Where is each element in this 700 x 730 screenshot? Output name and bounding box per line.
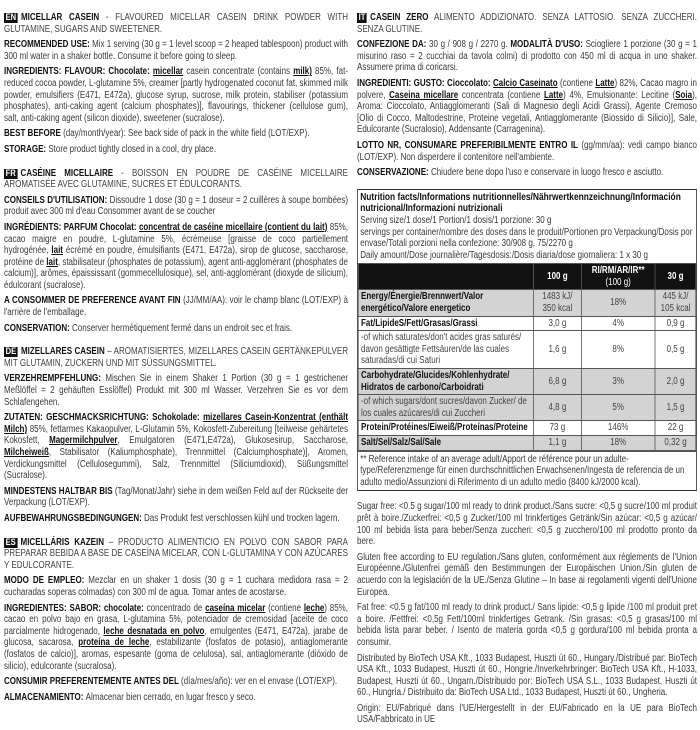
text-run: VERZEHREMPFEHLUNG: (4, 373, 106, 385)
header-blank (358, 264, 534, 290)
language-code-badge: FR (5, 167, 16, 179)
section-paragraph (4, 373, 348, 408)
value-reference-intake: 146% (581, 421, 655, 436)
section-paragraph (4, 692, 348, 704)
section-paragraph (4, 575, 348, 598)
value-reference-intake: 18% (581, 436, 655, 451)
text-run: , Emulgatoren (E471,E472a), Glukosesirup, Saccharose, (117, 435, 348, 447)
value-per-30g: 1,5 g (655, 395, 696, 421)
nutrient-label: -of which saturates/don't acides gras saturés/ davon gesättigte Fettsäuren/de las cuales saturadas/di cui Saturi (358, 331, 534, 369)
text-run: Almacenar bien cerrado, en lugar fresco y seco. (85, 691, 256, 703)
text-run: CONSUMIR PREFERENTEMENTE ANTES DEL (4, 676, 179, 688)
text-run: Dissoudre 1 dose (30 g = 1 doseur = 2 cuillères à soupe bombées) produit avec 300 ml d'eau Consommer avant de se coucher (4, 194, 349, 218)
text-run: concentrata (contiene (458, 89, 544, 101)
text-run: CASÉINE MICELLAIRE (20, 167, 114, 179)
nutrient-label: Energy/Énergie/Brennwert/Valor energético/Valore energetico (358, 290, 534, 316)
text-run: (day/month/year): See back side of pack in the white field (LOT/EXP). (60, 128, 310, 140)
text-run: écrémé en poudre, émulsifiants (E471, E472a), sirop de glucose, saccharose, protéine de (4, 245, 348, 268)
text-run: Chiudere bene dopo l'uso e conservare in luogo fresco e asciutto. (430, 167, 664, 179)
text-run: concentrat de caséine micellaire (contient du lait) (138, 221, 328, 233)
section-paragraph (4, 39, 348, 62)
nutrition-header-row (358, 264, 696, 290)
nutrition-row (358, 421, 696, 436)
text-run: (gg/mm/aa): vedi campo bianco (LOT/EXP). Non disperdere il contenitore nell'ambiente. (357, 139, 697, 163)
value-per-30g: 0,9 g (655, 316, 696, 331)
text-run: ZUTATEN: GESCHMACKSRICHTUNG: Schokolade: (4, 412, 204, 424)
section-heading (4, 346, 348, 369)
section-paragraph (4, 222, 348, 292)
header-ri-label: RI/RM/AR/IR** (591, 265, 645, 277)
language-code-badge: IT (358, 12, 366, 23)
value-reference-intake: 5% (581, 395, 655, 421)
claim-paragraph: Distributed by BioTech USA Kft., 1033 Budapest, Huszti út 60., Hungary./Distribué par: BioTech USA Kft., 1033 Budapest, Huszti út 60., Hongrie./Inverkehrbringer: BioTech USA Kft., H-1033, Budapest, Huszti út 60., Ungarn./Distribuido por: BioTech USA S.L., 1033 Budapest, Huszti út 60., Hungría./ Distribuito da: BioTech USA Ltd., 1033 Budapest, Huszti út 60., Ungheria. (357, 652, 697, 699)
header-per-100g: 100 g (534, 264, 581, 290)
claim-paragraph: Origin: EU/Fabriqué dans l'UE/Hergestellt in der EU/Fabricado en la UE para BioTech USA/Fabbricato in UE (357, 702, 697, 726)
section-paragraph (357, 167, 697, 179)
value-per-100g: 1483 kJ/ 350 kcal (534, 290, 581, 316)
nutrition-footnote: ** Reference intake of an average adult/Apport de référence pour un adulte-type/Referenzmenge für einen durchschnittlichen Erwachsenen/Ingesta de referencia de un adulto medio/Assunzioni di Riferimento di un adulto medio (8400 kJ/2000 kcal). (358, 451, 696, 491)
nutrient-label: Fat/LipideS/Fett/Grasas/Grassi (358, 316, 534, 331)
text-run: Latte (595, 77, 615, 89)
nutrition-facts-box (357, 189, 697, 492)
language-code-badge: ES (5, 536, 16, 548)
text-run: CASEIN ZERO (370, 12, 429, 23)
claim-paragraph: Fat free: <0.5 g fat/100 ml ready to drink product./ Sans lipide: <0,5 g lipide /100 ml produit pret a boire. /Fettfrei: <0,5g Fett/100ml trinkfertiges Getrank. /Sin grasas: <0,5 g grasas/100 ml bebida lista parar beber. / Isento de materia gorda <0,5 g gordura/100 ml bebida pronta a consumir. (357, 602, 697, 648)
text-run: ) 85%, cacao en polvo bajo en grasa, L-glutamina 5%, potenciador de cremosidad [aceite de coco parcialmente hidrogenado, (4, 602, 348, 637)
value-per-100g: 73 g (534, 421, 581, 436)
text-run: caseína micelar (205, 602, 266, 614)
language-code-badge: DE (5, 346, 17, 358)
text-run: leche (303, 602, 325, 614)
text-run: Caseina micellare (389, 89, 459, 101)
section-paragraph (4, 128, 348, 140)
text-run: STORAGE: (4, 143, 49, 155)
text-run: concentrado de (146, 602, 206, 614)
section-paragraph (4, 676, 348, 688)
text-run: INGRÉDIENTS: PARFUM Chocolat: (4, 221, 139, 233)
value-per-30g: 2,0 g (655, 369, 696, 395)
text-run: milk) (293, 66, 312, 78)
text-run: , Stabilisator (Kaliumphosphate), Trennmittel (Calciumphosphate)], Aromen, Verdickungsmittel (Cellulosegummi), Salz, Trennmittel (Siliciumdioxid), Süßungsmittel (Sucralose). (4, 447, 349, 482)
text-run: (JJ/MM/AA): voir le champ blanc (LOT/EXP) à l'arrière de l'emballage. (4, 295, 349, 319)
text-run: 85%, cacao maigre en poudre, L-glutamine 5%, écrémeuse [graisse de coco partiellement hydrogénée, (4, 221, 348, 257)
text-run: Store product tightly closed in a cool, dry place. (48, 143, 216, 155)
section-heading (4, 168, 348, 191)
value-reference-intake: 4% (581, 316, 655, 331)
text-run: INGREDIENTES: SABOR: chocolate: (4, 602, 147, 614)
section-paragraph (4, 295, 348, 318)
text-run: mizellares Casein-Konzentrat (enthält Milch) (4, 412, 348, 435)
nutrition-row (358, 331, 696, 369)
text-run: 85%, fat-reduced cocoa powder, L-glutamine 5%, creamer [partly hydrogenated coconut fat, skimmed milk powder, emulsifiers (E471, E472a), glucose syrup, sucrose, milk protein, stabiliser (potassium phosphates), anti-caking agent (calcium phosphates)], flavourings, thickener (cellulose gum), salt, anti-caking agent (silicon dioxide), sweetener (sucralose). (4, 66, 348, 124)
text-run: BEST BEFORE (4, 128, 61, 140)
value-reference-intake: 18% (581, 290, 655, 316)
text-run: A CONSOMMER DE PREFERENCE AVANT FIN (4, 295, 181, 307)
text-run: Das Produkt fest verschlossen kühl und trocken lagern. (144, 512, 340, 524)
text-run: - FLAVOURED MICELLAR CASEIN DRINK POWDER WITH GLUTAMINE, SUGARS AND SWEETENER. (4, 12, 348, 35)
text-run: - BOISSON EN POUDRE DE CASÉINE MICELLAIRE AROMATISÉE AVEC GLUTAMINE, SUCRES ET ÉDULCORANTS. (4, 167, 349, 191)
text-run: (contiene (557, 77, 596, 89)
text-run: CONSERVATION: (4, 322, 73, 334)
text-run: Mischen Sie in einem Shaker 1 Portion (30 g = 1 gestrichener Meßlöffel = 2 gehäuften Esslöffel) Produkt mit 300 ml Wasser. Verzehren Sie es vor dem Schlafengehen. (4, 373, 348, 408)
text-run: – AROMATISIERTES, MIZELLARES CASEIN GERTÄNKEPULVER MIT GLUTAMIN, ZUCKERN UND MIT SÜSSUNGSMITTEL. (4, 346, 348, 369)
text-run: MODALITÀ D'USO: (510, 39, 586, 51)
section-paragraph (357, 140, 697, 163)
text-run: (día/mes/año): ver en el envase (LOT/EXP). (178, 676, 338, 688)
section-heading (357, 12, 697, 35)
value-per-100g: 1,1 g (534, 436, 581, 451)
text-run: Soia (675, 89, 693, 101)
section-heading (4, 537, 348, 572)
text-run: , stabilisateur (phosphates de potassium), agent anti-agglomérant (phosphates de calcium)], arômes, épaississant (gommecellulosique), sel, anti-agglomérant (dioxyde de silicium), édulcorant (sucralose). (4, 256, 348, 291)
nutrition-row (358, 369, 696, 395)
section-fr (4, 168, 348, 335)
left-column (4, 0, 348, 707)
claim-paragraph: Sugar free: <0.5 g sugar/100 ml ready to drink product./Sans sucre: <0,5 g sucre/100 ml produit prêt à boire./Zuckerfrei: <0,5 g Zucker/100 ml trinkfertiges Getränk/Sin azúcar: <0,5 g azúcar/ 100 ml bebida lista para beber/Senza zuccheri: <0,5 g zucchero/100 ml prodotto pronto da bere. (357, 501, 697, 548)
nutrition-title: Nutrition facts/Informations nutritionnelles/Nährwertkennzeichnung/Información nutricional/Informazioni nutrizionali (360, 190, 681, 215)
language-code-badge: EN (5, 12, 17, 23)
text-run: ), Aroma: Cioccolato, Antiagglomeranti (Sali di Magnesio degli Acidi Grassi), Agente Cremoso [Olio di Cocco, Maltodestrine, Proteine vegetali, Antiagglomerante (Biossido di Silicio)], Sale, Edulcorante (Sucralosio), Addensante (Carragenina). (357, 89, 697, 136)
text-run: Mezclar en un shaker 1 dosis (30 g = 1 cuchara medidora rasa = 2 cucharadas soperas colmadas) con 300 ml de agua. Tomar antes de acostarse. (4, 575, 349, 598)
value-per-100g: 3,0 g (534, 316, 581, 331)
text-run: proteína de leche (78, 637, 150, 649)
text-run: lait (51, 245, 63, 257)
claims-section (357, 501, 697, 726)
section-paragraph (357, 78, 697, 136)
text-run: 85%, fettarmes Kakaopulver, L-Glutamin 5%, Kokosfett-Zubereitung [teilweise gehärtetes Kokosfett, (4, 423, 349, 447)
section-heading (4, 12, 348, 35)
text-run: 30 g / 908 g / 2270 g. (429, 39, 511, 51)
text-run: AUFBEWAHRUNGSBEDINGUNGEN: (4, 512, 144, 524)
text-run: Magermilchpulver (49, 435, 118, 447)
text-run: (Tag/Monat/Jahr) siehe in dem weißen Feld auf der Rückseite der Verpackung (LOT/EXP). (4, 485, 349, 509)
text-run: RECOMMENDED USE: (4, 39, 93, 51)
nutrition-row (358, 316, 696, 331)
section-it (357, 12, 697, 179)
text-run: Sciogliere 1 porzione (30 g = 1 misurino raso = 2 cucchiai da tavola colmi) di prodotto con 450 ml di acqua in uno shaker. Assumere prima di coricarsi. (357, 39, 697, 74)
value-per-30g: 445 kJ/ 105 kcal (655, 290, 696, 316)
nutrient-label: Protein/Protéines/Eiweiß/Proteínas/Proteine (358, 421, 534, 436)
section-paragraph (4, 195, 348, 218)
value-per-30g: 22 g (655, 421, 696, 436)
text-run: CONSEILS D'UTILISATION: (4, 194, 110, 206)
text-run: INGREDIENTS: FLAVOUR: Chocolate: (4, 66, 153, 78)
nutrition-table (358, 263, 696, 450)
nutrition-row (358, 395, 696, 421)
text-run: Calcio Caseinato (492, 77, 558, 89)
text-run: MICELLAR CASEIN (20, 12, 100, 23)
value-reference-intake: 3% (581, 369, 655, 395)
text-run: Milcheiweiß (4, 447, 49, 458)
text-run: MICELLÁRIS KAZEIN (20, 536, 104, 548)
italian-section-container (357, 12, 697, 179)
text-run: MODO DE EMPLEO: (4, 575, 89, 587)
text-run: CONFEZIONE DA: (357, 39, 429, 51)
header-reference-intake (581, 264, 655, 290)
text-run: Latte (543, 89, 564, 101)
nutrition-row (358, 436, 696, 451)
section-paragraph (4, 412, 348, 482)
text-run: lait (46, 256, 58, 268)
section-paragraph (4, 486, 348, 509)
text-run: Conserver hermétiquement fermé dans un endroit sec et frais. (72, 322, 293, 334)
nutrient-label: Carbohydrate/Glucides/Kohlenhydrate/ Hidratos de carbono/Carboidrati (358, 369, 534, 395)
section-es (4, 537, 348, 704)
value-per-100g: 6,8 g (534, 369, 581, 395)
text-run: leche desnatada en polvo (103, 625, 205, 637)
text-run: ) 4%, Emulsionante: Lecitine ( (563, 89, 676, 101)
text-run: ALIMENTO ADDIZIONATO. SENZA LATTOSIO. SENZA ZUCCHERI. SENZA GLUTINE. (357, 12, 697, 35)
servings-per-container: servings per container/nombre des doses dans le produit/Portionen pro Verpackung/Dosis por envase/Totali porzioni nella confezione: 30/908 g, 75/2270 g (360, 226, 693, 250)
text-run: – PRODUCTO ALIMENTICIO EN POLVO CON SABOR PARA PREPARAR BEBIDA A BASE DE CASEÍNA MICELAR, CON L-GLUTAMINA Y CON AZÚCARES Y EDULCORANTE. (4, 536, 348, 571)
section-de (4, 346, 348, 524)
claim-paragraph: Gluten free according to EU regulation./Sans gluten, conformément aux règlements de l'Union Européenne./Glutenfrei gemäß den Bestimmungen der Europäischen Union./Sin gluten de acuerdo con la legislación de la UE./Senza Glutine – In base ai regolamenti vigenti dell'Unione Europea. (357, 551, 697, 598)
nutrition-row (358, 290, 696, 316)
text-run: ) 82%, Cacao magro in polvere, (357, 77, 697, 101)
text-run: MIZELLARES CASEIN (20, 346, 105, 358)
nutrient-label: -of which sugars/dont sucres/davon Zucker/ de los cuales azúcares/di cui Zuccheri (358, 395, 534, 421)
value-per-100g: 1,6 g (534, 331, 581, 369)
text-run: casein concentrate (contains (183, 66, 294, 78)
text-run: (contiene (265, 602, 304, 614)
section-paragraph (4, 66, 348, 124)
section-paragraph (4, 144, 348, 156)
text-run: INGREDIENTI: GUSTO: Cioccolato: (357, 77, 493, 89)
section-paragraph (4, 323, 348, 335)
value-per-30g: 0,5 g (655, 331, 696, 369)
text-run: CONSERVAZIONE: (357, 167, 431, 179)
section-paragraph (4, 513, 348, 525)
text-run: , emulgentes (E471, E472a), jarabe de glucosa, sacarosa, (4, 625, 348, 649)
text-run: Mix 1 serving (30 g = 1 level scoop = 2 heaped tablespoon) product with 300 ml water in a shaker bottle. Consume it before going to sleep. (4, 39, 348, 62)
section-paragraph (357, 39, 697, 74)
nutrient-label: Salt/Sel/Salz/Sal/Sale (358, 436, 534, 451)
text-run: micellar (152, 66, 184, 78)
right-column (357, 0, 697, 730)
text-run: ALMACENAMIENTO: (4, 691, 86, 703)
text-run: LOTTO NR, CONSUMARE PREFERIBILMENTE ENTRO IL (357, 139, 578, 151)
value-reference-intake: 8% (581, 331, 655, 369)
text-run: , estabilizante (fosfatos de potasio), antiaglomerante (fosfatos de calcio)], aromas, espesante (goma de celulosa), sal, antiaglomerante (dióxido de silicio), edulcorante (sucralosa). (4, 637, 348, 672)
section-en (4, 12, 348, 156)
value-per-30g: 0,32 g (655, 436, 696, 451)
text-run: MINDESTENS HALTBAR BIS (4, 485, 113, 497)
header-ri-sub: (100 g) (605, 276, 631, 288)
section-paragraph (4, 603, 348, 673)
daily-amount: Daily amount/Dose journalière/Tagesdosis:/Dosis diaria/dose giornaliera: 1 x 30 g (360, 249, 648, 261)
serving-size: Serving size/1 dose/1 Portion/1 dosis/1 porzione: 30 g (360, 214, 552, 226)
header-per-30g: 30 g (655, 264, 696, 290)
value-per-100g: 4,8 g (534, 395, 581, 421)
